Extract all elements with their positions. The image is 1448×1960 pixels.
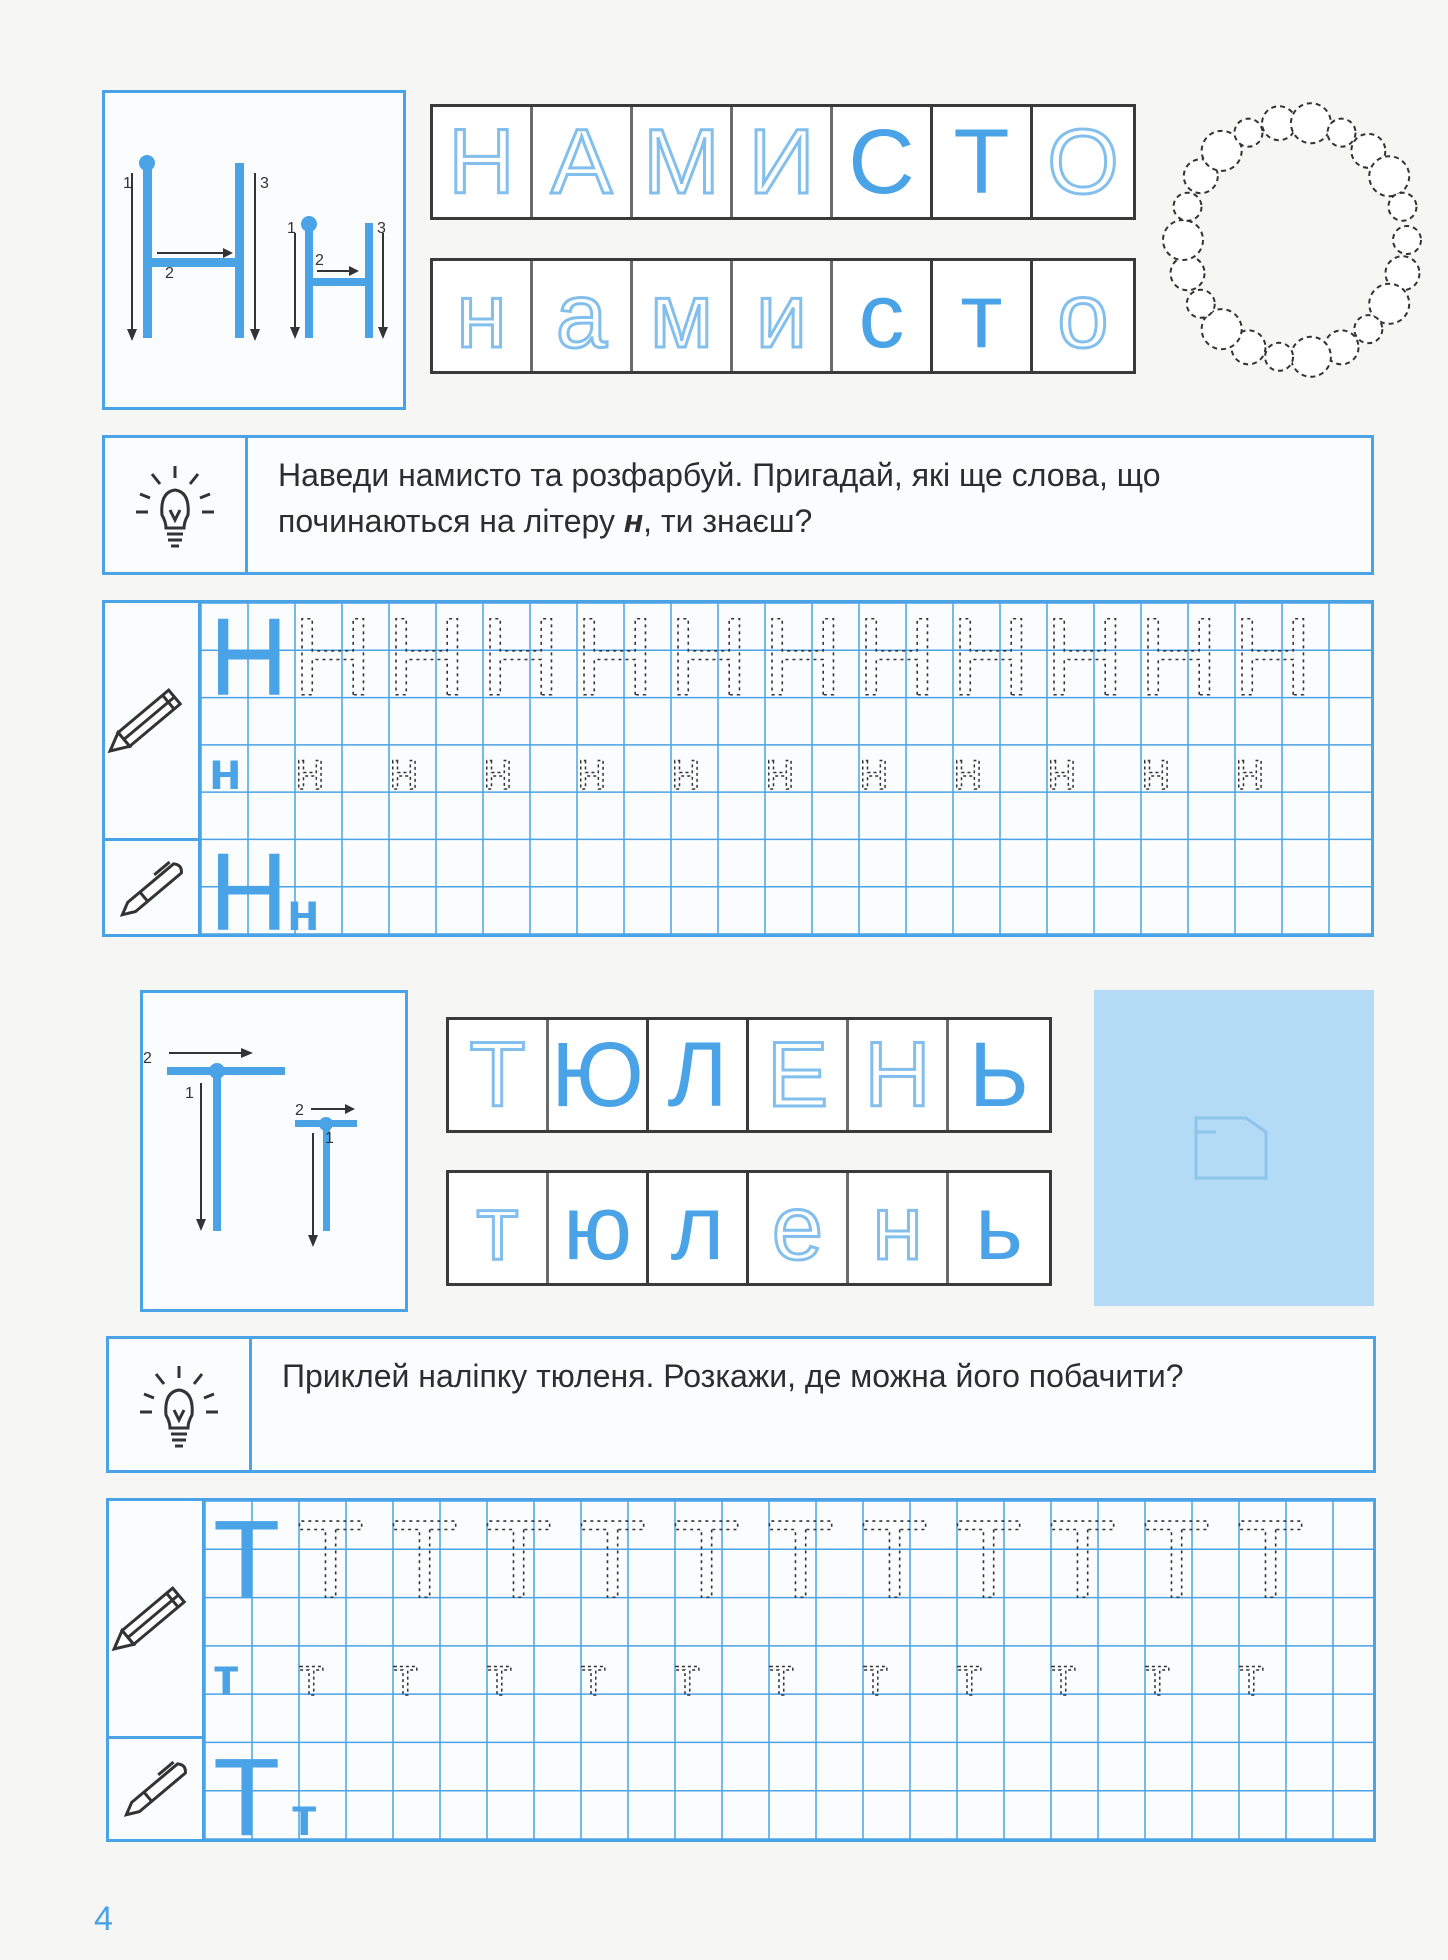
trace-upper-letter[interactable]: Т [485, 1501, 553, 1621]
word-letter: л [649, 1173, 749, 1283]
page-number: 4 [94, 1900, 113, 1938]
hint-text-n: Наведи намисто та розфарбуй. Пригадай, які ще слова, що починаються на літеру н, ти знаєш? [278, 457, 1161, 539]
word-namysto-lower [430, 258, 1136, 374]
word-tiulen-lower [446, 1170, 1052, 1286]
pen-cell [105, 841, 201, 937]
necklace-bead[interactable] [1187, 290, 1215, 318]
word-letter: е [749, 1173, 849, 1283]
model-upper-letter: Н [209, 831, 289, 934]
word-letter: Ю [549, 1020, 649, 1130]
model-lower-letter: т [213, 1647, 240, 1707]
necklace-picture[interactable] [1160, 90, 1430, 390]
word-letter: С [833, 107, 933, 217]
necklace-bead[interactable] [1291, 103, 1331, 143]
necklace-bead[interactable] [1328, 119, 1356, 147]
hint-box-t [106, 1336, 1376, 1473]
trace-lower-letter[interactable]: т [769, 1647, 794, 1707]
svg-text:1: 1 [325, 1130, 334, 1147]
word-letter: М [633, 107, 733, 217]
trace-lower-letter[interactable]: т [1145, 1647, 1170, 1707]
word-letter: Л [649, 1020, 749, 1130]
svg-text:3: 3 [377, 220, 386, 237]
hint-box-n [102, 435, 1374, 575]
necklace-bead[interactable] [1291, 337, 1331, 377]
trace-lower-letter[interactable]: т [487, 1647, 512, 1707]
hint-icon-cell [109, 1339, 252, 1470]
pencil-cell [109, 1501, 205, 1739]
word-letter: Н [849, 1020, 949, 1130]
model-lower-letter: т [291, 1787, 318, 1839]
trace-lower-letter[interactable]: т [863, 1647, 888, 1707]
model-upper-letter: Т [213, 1736, 281, 1839]
word-letter: а [533, 261, 633, 371]
necklace-bead[interactable] [1234, 119, 1262, 147]
trace-lower-letter[interactable]: т [957, 1647, 982, 1707]
trace-upper-letter[interactable]: Т [579, 1501, 647, 1621]
necklace-bead[interactable] [1265, 343, 1293, 371]
trace-upper-letter[interactable]: Т [861, 1501, 929, 1621]
model-upper-letter: Н [209, 603, 289, 719]
letter-t-stroke-guide [140, 990, 408, 1312]
necklace-bead[interactable] [1163, 220, 1203, 260]
writing-grid-n[interactable] [102, 600, 1374, 937]
word-letter: Е [749, 1020, 849, 1130]
pen-cell [109, 1739, 205, 1839]
necklace-bead[interactable] [1393, 226, 1421, 254]
trace-upper-letter[interactable]: Т [955, 1501, 1023, 1621]
svg-text:3: 3 [260, 175, 269, 192]
trace-upper-letter[interactable]: Н [481, 603, 561, 719]
svg-text:2: 2 [295, 1102, 304, 1119]
hint-text-t: Приклей наліпку тюленя. Розкажи, де можна його побачити? [282, 1358, 1184, 1394]
trace-upper-letter[interactable]: Н [951, 603, 1031, 719]
pencil-icon [109, 1501, 205, 1739]
pencil-icon [105, 603, 201, 841]
word-letter: ь [975, 1177, 1023, 1279]
word-letter: т [449, 1173, 549, 1283]
word-letter: т [933, 261, 1033, 371]
trace-lower-letter[interactable]: т [1051, 1647, 1076, 1707]
pen-icon [105, 841, 201, 937]
trace-upper-letter[interactable]: Н [575, 603, 655, 719]
trace-lower-letter[interactable]: н [765, 741, 795, 801]
word-namysto-upper [430, 104, 1136, 220]
trace-lower-letter[interactable]: н [389, 741, 419, 801]
trace-upper-letter[interactable]: Т [297, 1501, 365, 1621]
trace-lower-letter[interactable]: т [299, 1647, 324, 1707]
trace-upper-letter[interactable]: Н [387, 603, 467, 719]
trace-lower-letter[interactable]: н [859, 741, 889, 801]
t-stroke-diagram [143, 993, 405, 1309]
trace-lower-letter[interactable]: т [393, 1647, 418, 1707]
sticker-placeholder[interactable] [1094, 990, 1374, 1306]
trace-lower-letter[interactable]: н [1141, 741, 1171, 801]
word-letter: Т [449, 1020, 549, 1130]
word-letter: ю [549, 1173, 649, 1283]
word-letter: И [733, 107, 833, 217]
necklace-bead[interactable] [1369, 156, 1409, 196]
trace-upper-letter[interactable]: Н [293, 603, 373, 719]
necklace-bead[interactable] [1174, 193, 1202, 221]
word-letter: н [433, 261, 533, 371]
svg-text:1: 1 [185, 1085, 194, 1102]
trace-upper-letter[interactable]: Т [391, 1501, 459, 1621]
trace-lower-letter[interactable]: н [483, 741, 513, 801]
pencil-cell [105, 603, 201, 841]
trace-upper-letter[interactable]: Т [1049, 1501, 1117, 1621]
trace-lower-letter[interactable]: т [581, 1647, 606, 1707]
pen-icon [109, 1739, 205, 1839]
lightbulb-icon [130, 460, 220, 550]
word-letter: Ь [968, 1024, 1030, 1126]
trace-upper-letter[interactable]: Н [857, 603, 937, 719]
word-letter: Н [433, 107, 533, 217]
writing-grid-t[interactable] [106, 1498, 1376, 1842]
svg-text:2: 2 [315, 252, 324, 269]
trace-upper-letter[interactable]: Н [1045, 603, 1125, 719]
trace-lower-letter[interactable]: т [1239, 1647, 1264, 1707]
trace-upper-letter[interactable]: Т [1237, 1501, 1305, 1621]
word-letter: О [1047, 111, 1119, 213]
word-letter: н [849, 1173, 949, 1283]
word-letter: Т [933, 107, 1033, 217]
trace-upper-letter[interactable]: Н [1233, 603, 1313, 719]
necklace-bead[interactable] [1171, 256, 1205, 290]
sticker-icon [1094, 990, 1374, 1306]
trace-lower-letter[interactable]: н [295, 741, 325, 801]
trace-upper-letter[interactable]: Т [1143, 1501, 1211, 1621]
trace-lower-letter[interactable]: н [577, 741, 607, 801]
lightbulb-icon [134, 1360, 224, 1450]
word-letter: о [1057, 265, 1109, 367]
trace-lower-letter[interactable]: н [953, 741, 983, 801]
trace-upper-letter[interactable]: Т [767, 1501, 835, 1621]
hint-icon-cell [105, 438, 248, 572]
word-letter: и [733, 261, 833, 371]
letter-n-stroke-guide [102, 90, 406, 410]
word-letter: с [833, 261, 933, 371]
model-lower-letter: н [209, 741, 242, 801]
trace-lower-letter[interactable]: т [675, 1647, 700, 1707]
trace-upper-letter[interactable]: Т [673, 1501, 741, 1621]
trace-lower-letter[interactable]: н [671, 741, 701, 801]
model-lower-letter: н [287, 882, 320, 934]
n-stroke-diagram [105, 93, 403, 407]
svg-text:2: 2 [165, 265, 174, 282]
svg-text:1: 1 [123, 175, 132, 192]
grid-lines-n[interactable] [201, 603, 1371, 934]
svg-text:1: 1 [287, 220, 296, 237]
svg-text:2: 2 [143, 1050, 152, 1067]
word-letter: м [633, 261, 733, 371]
necklace-bead[interactable] [1388, 193, 1416, 221]
trace-upper-letter[interactable]: Н [1139, 603, 1219, 719]
trace-lower-letter[interactable]: н [1235, 741, 1265, 801]
trace-upper-letter[interactable]: Н [763, 603, 843, 719]
necklace-bead[interactable] [1354, 315, 1382, 343]
trace-lower-letter[interactable]: н [1047, 741, 1077, 801]
word-letter: А [533, 107, 633, 217]
word-tiulen-upper [446, 1017, 1052, 1133]
necklace-outline[interactable] [1160, 90, 1430, 390]
model-upper-letter: Т [213, 1501, 281, 1621]
trace-upper-letter[interactable]: Н [669, 603, 749, 719]
grid-lines-t[interactable] [205, 1501, 1373, 1839]
